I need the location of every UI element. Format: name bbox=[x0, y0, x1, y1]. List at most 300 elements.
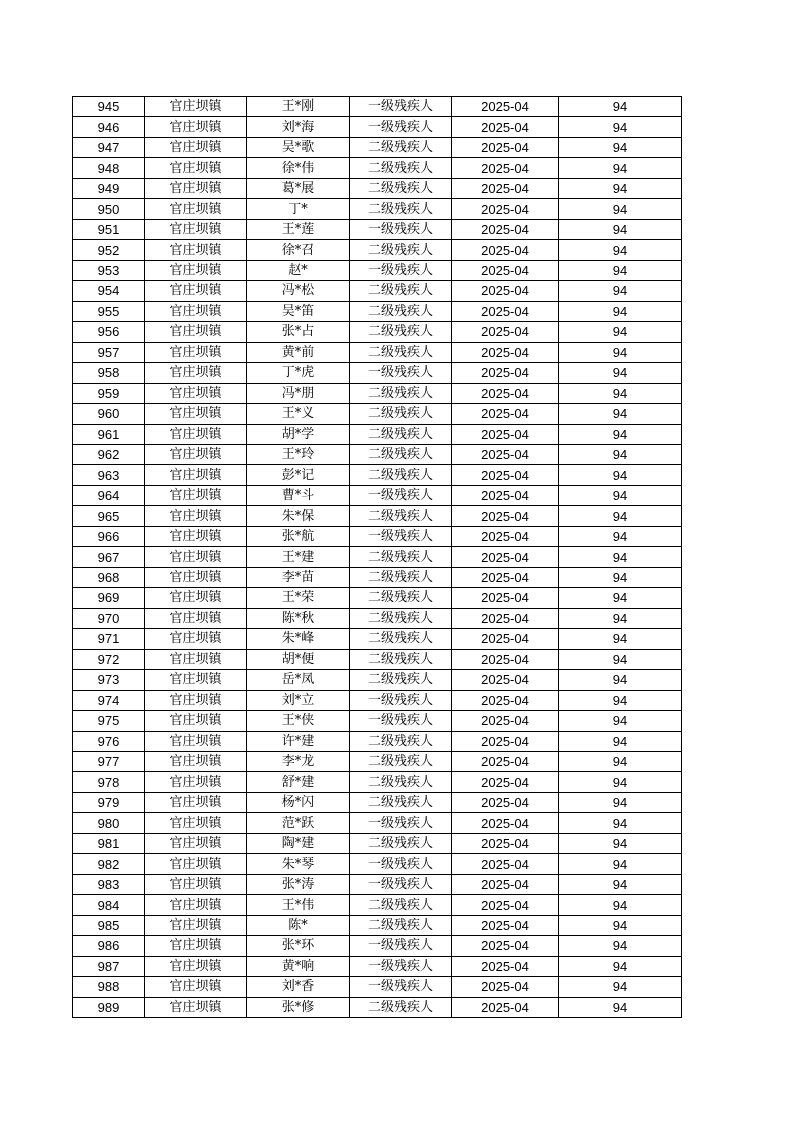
amount-text: 94 bbox=[612, 262, 628, 278]
month-text: 2025-04 bbox=[481, 570, 529, 586]
table-row bbox=[73, 506, 682, 526]
amount-text: 94 bbox=[612, 222, 628, 238]
amount-text: 94 bbox=[612, 590, 628, 606]
disability-level-cell bbox=[350, 137, 452, 157]
disability-level-text: 一级残疾人 bbox=[367, 488, 433, 504]
person-name-cell bbox=[247, 547, 350, 567]
month-text: 2025-04 bbox=[481, 856, 529, 872]
disability-level-cell bbox=[350, 219, 452, 239]
month-cell bbox=[452, 813, 559, 833]
town-cell bbox=[145, 322, 247, 342]
disability-level-cell bbox=[350, 792, 452, 812]
month-cell bbox=[452, 649, 559, 669]
month-cell bbox=[452, 956, 559, 976]
disability-level-cell bbox=[350, 956, 452, 976]
table-row bbox=[73, 915, 682, 935]
row-number-text: 960 bbox=[97, 406, 120, 422]
row-number-text: 963 bbox=[97, 467, 120, 483]
disability-level-text: 一级残疾人 bbox=[367, 877, 433, 893]
row-number-cell bbox=[73, 117, 145, 137]
town-cell bbox=[145, 752, 247, 772]
disability-level-text: 二级残疾人 bbox=[367, 733, 433, 749]
row-number-cell bbox=[73, 444, 145, 464]
row-number-text: 972 bbox=[97, 651, 120, 667]
row-number-text: 955 bbox=[97, 303, 120, 319]
person-name-text: 王*伟 bbox=[281, 897, 315, 913]
person-name-text: 李*苗 bbox=[281, 570, 315, 586]
row-number-text: 987 bbox=[97, 958, 120, 974]
month-cell bbox=[452, 363, 559, 383]
row-number-text: 975 bbox=[97, 713, 120, 729]
disability-level-cell bbox=[350, 895, 452, 915]
person-name-cell bbox=[247, 404, 350, 424]
town-text: 官庄坝镇 bbox=[169, 201, 222, 217]
disability-level-cell bbox=[350, 874, 452, 894]
row-number-cell bbox=[73, 219, 145, 239]
row-number-cell bbox=[73, 97, 145, 117]
person-name-cell bbox=[247, 260, 350, 280]
row-number-cell bbox=[73, 895, 145, 915]
month-text: 2025-04 bbox=[481, 897, 529, 913]
person-name-text: 刘*香 bbox=[281, 979, 315, 995]
month-text: 2025-04 bbox=[481, 651, 529, 667]
amount-cell bbox=[559, 670, 682, 690]
row-number-cell bbox=[73, 792, 145, 812]
town-text: 官庄坝镇 bbox=[169, 897, 222, 913]
table-row bbox=[73, 567, 682, 587]
person-name-cell bbox=[247, 137, 350, 157]
amount-cell bbox=[559, 792, 682, 812]
row-number-text: 969 bbox=[97, 590, 120, 606]
town-text: 官庄坝镇 bbox=[169, 917, 222, 933]
person-name-text: 朱*峰 bbox=[281, 631, 315, 647]
month-text: 2025-04 bbox=[481, 303, 529, 319]
amount-cell bbox=[559, 506, 682, 526]
town-text: 官庄坝镇 bbox=[169, 262, 222, 278]
amount-text: 94 bbox=[612, 979, 628, 995]
month-cell bbox=[452, 977, 559, 997]
person-name-cell bbox=[247, 711, 350, 731]
amount-cell bbox=[559, 567, 682, 587]
town-cell bbox=[145, 874, 247, 894]
month-cell bbox=[452, 608, 559, 628]
person-name-cell bbox=[247, 444, 350, 464]
amount-cell bbox=[559, 281, 682, 301]
month-text: 2025-04 bbox=[481, 979, 529, 995]
person-name-cell bbox=[247, 813, 350, 833]
person-name-text: 杨*闪 bbox=[281, 795, 315, 811]
person-name-text: 吴*歌 bbox=[281, 140, 315, 156]
town-text: 官庄坝镇 bbox=[169, 344, 222, 360]
town-cell bbox=[145, 158, 247, 178]
amount-cell bbox=[559, 588, 682, 608]
month-text: 2025-04 bbox=[481, 324, 529, 340]
person-name-text: 岳*凤 bbox=[281, 672, 315, 688]
town-text: 官庄坝镇 bbox=[169, 815, 222, 831]
table-row bbox=[73, 813, 682, 833]
person-name-cell bbox=[247, 117, 350, 137]
amount-text: 94 bbox=[612, 201, 628, 217]
disability-level-cell bbox=[350, 526, 452, 546]
month-cell bbox=[452, 936, 559, 956]
person-name-text: 王*建 bbox=[281, 549, 315, 565]
disability-level-cell bbox=[350, 915, 452, 935]
disability-level-text: 二级残疾人 bbox=[367, 447, 433, 463]
row-number-cell bbox=[73, 342, 145, 362]
disability-level-text: 二级残疾人 bbox=[367, 917, 433, 933]
row-number-text: 964 bbox=[97, 488, 120, 504]
disability-level-text: 二级残疾人 bbox=[367, 303, 433, 319]
amount-text: 94 bbox=[612, 815, 628, 831]
table-row bbox=[73, 690, 682, 710]
person-name-text: 许*建 bbox=[281, 733, 315, 749]
person-name-cell bbox=[247, 424, 350, 444]
row-number-text: 952 bbox=[97, 242, 120, 258]
amount-cell bbox=[559, 915, 682, 935]
town-text: 官庄坝镇 bbox=[169, 119, 222, 135]
amount-text: 94 bbox=[612, 344, 628, 360]
table-row bbox=[73, 465, 682, 485]
row-number-cell bbox=[73, 485, 145, 505]
month-cell bbox=[452, 117, 559, 137]
amount-text: 94 bbox=[612, 406, 628, 422]
town-cell bbox=[145, 260, 247, 280]
month-text: 2025-04 bbox=[481, 365, 529, 381]
row-number-text: 962 bbox=[97, 447, 120, 463]
person-name-cell bbox=[247, 178, 350, 198]
disability-level-cell bbox=[350, 363, 452, 383]
row-number-cell bbox=[73, 649, 145, 669]
disability-level-text: 一级残疾人 bbox=[367, 938, 433, 954]
disability-level-text: 二级残疾人 bbox=[367, 590, 433, 606]
amount-text: 94 bbox=[612, 610, 628, 626]
amount-text: 94 bbox=[612, 713, 628, 729]
table-row bbox=[73, 526, 682, 546]
row-number-text: 957 bbox=[97, 344, 120, 360]
month-cell bbox=[452, 833, 559, 853]
amount-text: 94 bbox=[612, 140, 628, 156]
amount-cell bbox=[559, 260, 682, 280]
town-text: 官庄坝镇 bbox=[169, 140, 222, 156]
town-cell bbox=[145, 629, 247, 649]
amount-text: 94 bbox=[612, 447, 628, 463]
table-row bbox=[73, 547, 682, 567]
amount-cell bbox=[559, 219, 682, 239]
amount-cell bbox=[559, 833, 682, 853]
table-row bbox=[73, 342, 682, 362]
row-number-cell bbox=[73, 322, 145, 342]
month-cell bbox=[452, 137, 559, 157]
person-name-cell bbox=[247, 854, 350, 874]
person-name-cell bbox=[247, 649, 350, 669]
row-number-text: 956 bbox=[97, 324, 120, 340]
disability-level-cell bbox=[350, 444, 452, 464]
person-name-cell bbox=[247, 915, 350, 935]
person-name-text: 胡*学 bbox=[281, 426, 315, 442]
disability-level-cell bbox=[350, 936, 452, 956]
amount-cell bbox=[559, 485, 682, 505]
row-number-cell bbox=[73, 240, 145, 260]
town-text: 官庄坝镇 bbox=[169, 713, 222, 729]
month-cell bbox=[452, 260, 559, 280]
amount-text: 94 bbox=[612, 385, 628, 401]
disability-level-cell bbox=[350, 997, 452, 1017]
amount-cell bbox=[559, 404, 682, 424]
town-cell bbox=[145, 567, 247, 587]
table-row bbox=[73, 485, 682, 505]
table-row bbox=[73, 752, 682, 772]
month-cell bbox=[452, 567, 559, 587]
disability-level-text: 二级残疾人 bbox=[367, 610, 433, 626]
month-text: 2025-04 bbox=[481, 938, 529, 954]
row-number-text: 982 bbox=[97, 856, 120, 872]
row-number-cell bbox=[73, 526, 145, 546]
person-name-text: 张*航 bbox=[281, 529, 315, 545]
month-text: 2025-04 bbox=[481, 877, 529, 893]
town-cell bbox=[145, 342, 247, 362]
row-number-text: 954 bbox=[97, 283, 120, 299]
table-row bbox=[73, 240, 682, 260]
disability-level-text: 二级残疾人 bbox=[367, 774, 433, 790]
disability-level-text: 二级残疾人 bbox=[367, 508, 433, 524]
person-name-text: 冯*朋 bbox=[281, 385, 315, 401]
amount-text: 94 bbox=[612, 631, 628, 647]
person-name-cell bbox=[247, 936, 350, 956]
row-number-cell bbox=[73, 854, 145, 874]
disability-level-text: 二级残疾人 bbox=[367, 754, 433, 770]
month-text: 2025-04 bbox=[481, 447, 529, 463]
amount-text: 94 bbox=[612, 467, 628, 483]
row-number-text: 965 bbox=[97, 508, 120, 524]
disability-level-cell bbox=[350, 629, 452, 649]
amount-text: 94 bbox=[612, 570, 628, 586]
disability-level-cell bbox=[350, 322, 452, 342]
row-number-text: 958 bbox=[97, 365, 120, 381]
amount-text: 94 bbox=[612, 160, 628, 176]
disability-level-text: 二级残疾人 bbox=[367, 836, 433, 852]
person-name-text: 王*玲 bbox=[281, 447, 315, 463]
person-name-text: 王*刚 bbox=[281, 99, 315, 115]
month-text: 2025-04 bbox=[481, 529, 529, 545]
table-row bbox=[73, 219, 682, 239]
month-text: 2025-04 bbox=[481, 160, 529, 176]
amount-text: 94 bbox=[612, 365, 628, 381]
town-text: 官庄坝镇 bbox=[169, 958, 222, 974]
row-number-cell bbox=[73, 363, 145, 383]
person-name-text: 张*修 bbox=[281, 999, 315, 1015]
month-cell bbox=[452, 670, 559, 690]
month-text: 2025-04 bbox=[481, 140, 529, 156]
row-number-text: 971 bbox=[97, 631, 120, 647]
row-number-cell bbox=[73, 608, 145, 628]
disability-level-cell bbox=[350, 690, 452, 710]
person-name-text: 陶*建 bbox=[281, 836, 315, 852]
town-text: 官庄坝镇 bbox=[169, 222, 222, 238]
row-number-text: 985 bbox=[97, 917, 120, 933]
person-name-cell bbox=[247, 383, 350, 403]
person-name-text: 黄*响 bbox=[281, 958, 315, 974]
row-number-text: 953 bbox=[97, 262, 120, 278]
month-text: 2025-04 bbox=[481, 549, 529, 565]
person-name-text: 张*环 bbox=[281, 938, 315, 954]
amount-text: 94 bbox=[612, 508, 628, 524]
person-name-cell bbox=[247, 342, 350, 362]
town-text: 官庄坝镇 bbox=[169, 672, 222, 688]
amount-text: 94 bbox=[612, 672, 628, 688]
amount-text: 94 bbox=[612, 242, 628, 258]
person-name-cell bbox=[247, 158, 350, 178]
row-number-text: 989 bbox=[97, 999, 120, 1015]
month-text: 2025-04 bbox=[481, 590, 529, 606]
person-name-text: 刘*立 bbox=[281, 692, 315, 708]
month-text: 2025-04 bbox=[481, 283, 529, 299]
table-row bbox=[73, 588, 682, 608]
disability-level-cell bbox=[350, 608, 452, 628]
disability-level-text: 二级残疾人 bbox=[367, 570, 433, 586]
month-text: 2025-04 bbox=[481, 692, 529, 708]
month-cell bbox=[452, 404, 559, 424]
month-text: 2025-04 bbox=[481, 631, 529, 647]
amount-text: 94 bbox=[612, 774, 628, 790]
month-cell bbox=[452, 383, 559, 403]
month-text: 2025-04 bbox=[481, 222, 529, 238]
row-number-text: 966 bbox=[97, 529, 120, 545]
disability-level-cell bbox=[350, 117, 452, 137]
disability-level-cell bbox=[350, 833, 452, 853]
town-cell bbox=[145, 977, 247, 997]
amount-cell bbox=[559, 465, 682, 485]
town-text: 官庄坝镇 bbox=[169, 488, 222, 504]
town-text: 官庄坝镇 bbox=[169, 406, 222, 422]
row-number-text: 947 bbox=[97, 140, 120, 156]
row-number-cell bbox=[73, 936, 145, 956]
table-row bbox=[73, 322, 682, 342]
town-text: 官庄坝镇 bbox=[169, 733, 222, 749]
month-cell bbox=[452, 342, 559, 362]
row-number-cell bbox=[73, 547, 145, 567]
person-name-cell bbox=[247, 301, 350, 321]
amount-cell bbox=[559, 997, 682, 1017]
disability-level-text: 一级残疾人 bbox=[367, 979, 433, 995]
disability-level-cell bbox=[350, 240, 452, 260]
disability-level-text: 一级残疾人 bbox=[367, 713, 433, 729]
town-cell bbox=[145, 997, 247, 1017]
table-row bbox=[73, 649, 682, 669]
amount-cell bbox=[559, 158, 682, 178]
town-text: 官庄坝镇 bbox=[169, 795, 222, 811]
disability-level-text: 二级残疾人 bbox=[367, 201, 433, 217]
town-cell bbox=[145, 731, 247, 751]
row-number-cell bbox=[73, 178, 145, 198]
table-row bbox=[73, 301, 682, 321]
town-text: 官庄坝镇 bbox=[169, 692, 222, 708]
person-name-text: 王*荣 bbox=[281, 590, 315, 606]
disability-level-cell bbox=[350, 547, 452, 567]
disability-level-cell bbox=[350, 854, 452, 874]
table-row bbox=[73, 772, 682, 792]
person-name-cell bbox=[247, 772, 350, 792]
amount-cell bbox=[559, 526, 682, 546]
amount-text: 94 bbox=[612, 651, 628, 667]
row-number-cell bbox=[73, 690, 145, 710]
table-row bbox=[73, 854, 682, 874]
month-cell bbox=[452, 444, 559, 464]
row-number-text: 979 bbox=[97, 795, 120, 811]
month-cell bbox=[452, 588, 559, 608]
disability-level-text: 二级残疾人 bbox=[367, 651, 433, 667]
month-text: 2025-04 bbox=[481, 836, 529, 852]
row-number-cell bbox=[73, 977, 145, 997]
disability-level-text: 二级残疾人 bbox=[367, 467, 433, 483]
month-text: 2025-04 bbox=[481, 815, 529, 831]
disability-level-cell bbox=[350, 485, 452, 505]
row-number-text: 970 bbox=[97, 610, 120, 626]
amount-cell bbox=[559, 199, 682, 219]
person-name-text: 范*跃 bbox=[281, 815, 315, 831]
town-cell bbox=[145, 608, 247, 628]
amount-cell bbox=[559, 874, 682, 894]
month-cell bbox=[452, 792, 559, 812]
amount-text: 94 bbox=[612, 119, 628, 135]
disability-level-text: 一级残疾人 bbox=[367, 815, 433, 831]
amount-cell bbox=[559, 895, 682, 915]
table-row bbox=[73, 363, 682, 383]
disability-level-text: 二级残疾人 bbox=[367, 140, 433, 156]
amount-text: 94 bbox=[612, 99, 628, 115]
row-number-text: 950 bbox=[97, 201, 120, 217]
person-name-text: 陈*秋 bbox=[281, 610, 315, 626]
person-name-cell bbox=[247, 322, 350, 342]
town-cell bbox=[145, 854, 247, 874]
disability-level-cell bbox=[350, 506, 452, 526]
table-row bbox=[73, 404, 682, 424]
amount-text: 94 bbox=[612, 733, 628, 749]
town-cell bbox=[145, 895, 247, 915]
month-text: 2025-04 bbox=[481, 672, 529, 688]
person-name-text: 朱*琴 bbox=[281, 856, 315, 872]
amount-text: 94 bbox=[612, 958, 628, 974]
town-text: 官庄坝镇 bbox=[169, 999, 222, 1015]
amount-cell bbox=[559, 383, 682, 403]
amount-text: 94 bbox=[612, 938, 628, 954]
amount-cell bbox=[559, 711, 682, 731]
person-name-text: 张*涛 bbox=[281, 877, 315, 893]
table-row bbox=[73, 424, 682, 444]
month-cell bbox=[452, 465, 559, 485]
table-row bbox=[73, 444, 682, 464]
disability-level-text: 一级残疾人 bbox=[367, 119, 433, 135]
row-number-text: 948 bbox=[97, 160, 120, 176]
town-cell bbox=[145, 219, 247, 239]
town-text: 官庄坝镇 bbox=[169, 426, 222, 442]
row-number-cell bbox=[73, 424, 145, 444]
town-cell bbox=[145, 117, 247, 137]
town-cell bbox=[145, 792, 247, 812]
month-cell bbox=[452, 281, 559, 301]
month-cell bbox=[452, 731, 559, 751]
person-name-text: 徐*召 bbox=[281, 242, 315, 258]
month-text: 2025-04 bbox=[481, 508, 529, 524]
row-number-text: 951 bbox=[97, 222, 120, 238]
row-number-text: 983 bbox=[97, 877, 120, 893]
disability-level-text: 二级残疾人 bbox=[367, 549, 433, 565]
disability-level-text: 二级残疾人 bbox=[367, 897, 433, 913]
town-text: 官庄坝镇 bbox=[169, 508, 222, 524]
amount-cell bbox=[559, 322, 682, 342]
amount-cell bbox=[559, 301, 682, 321]
month-text: 2025-04 bbox=[481, 958, 529, 974]
month-text: 2025-04 bbox=[481, 713, 529, 729]
